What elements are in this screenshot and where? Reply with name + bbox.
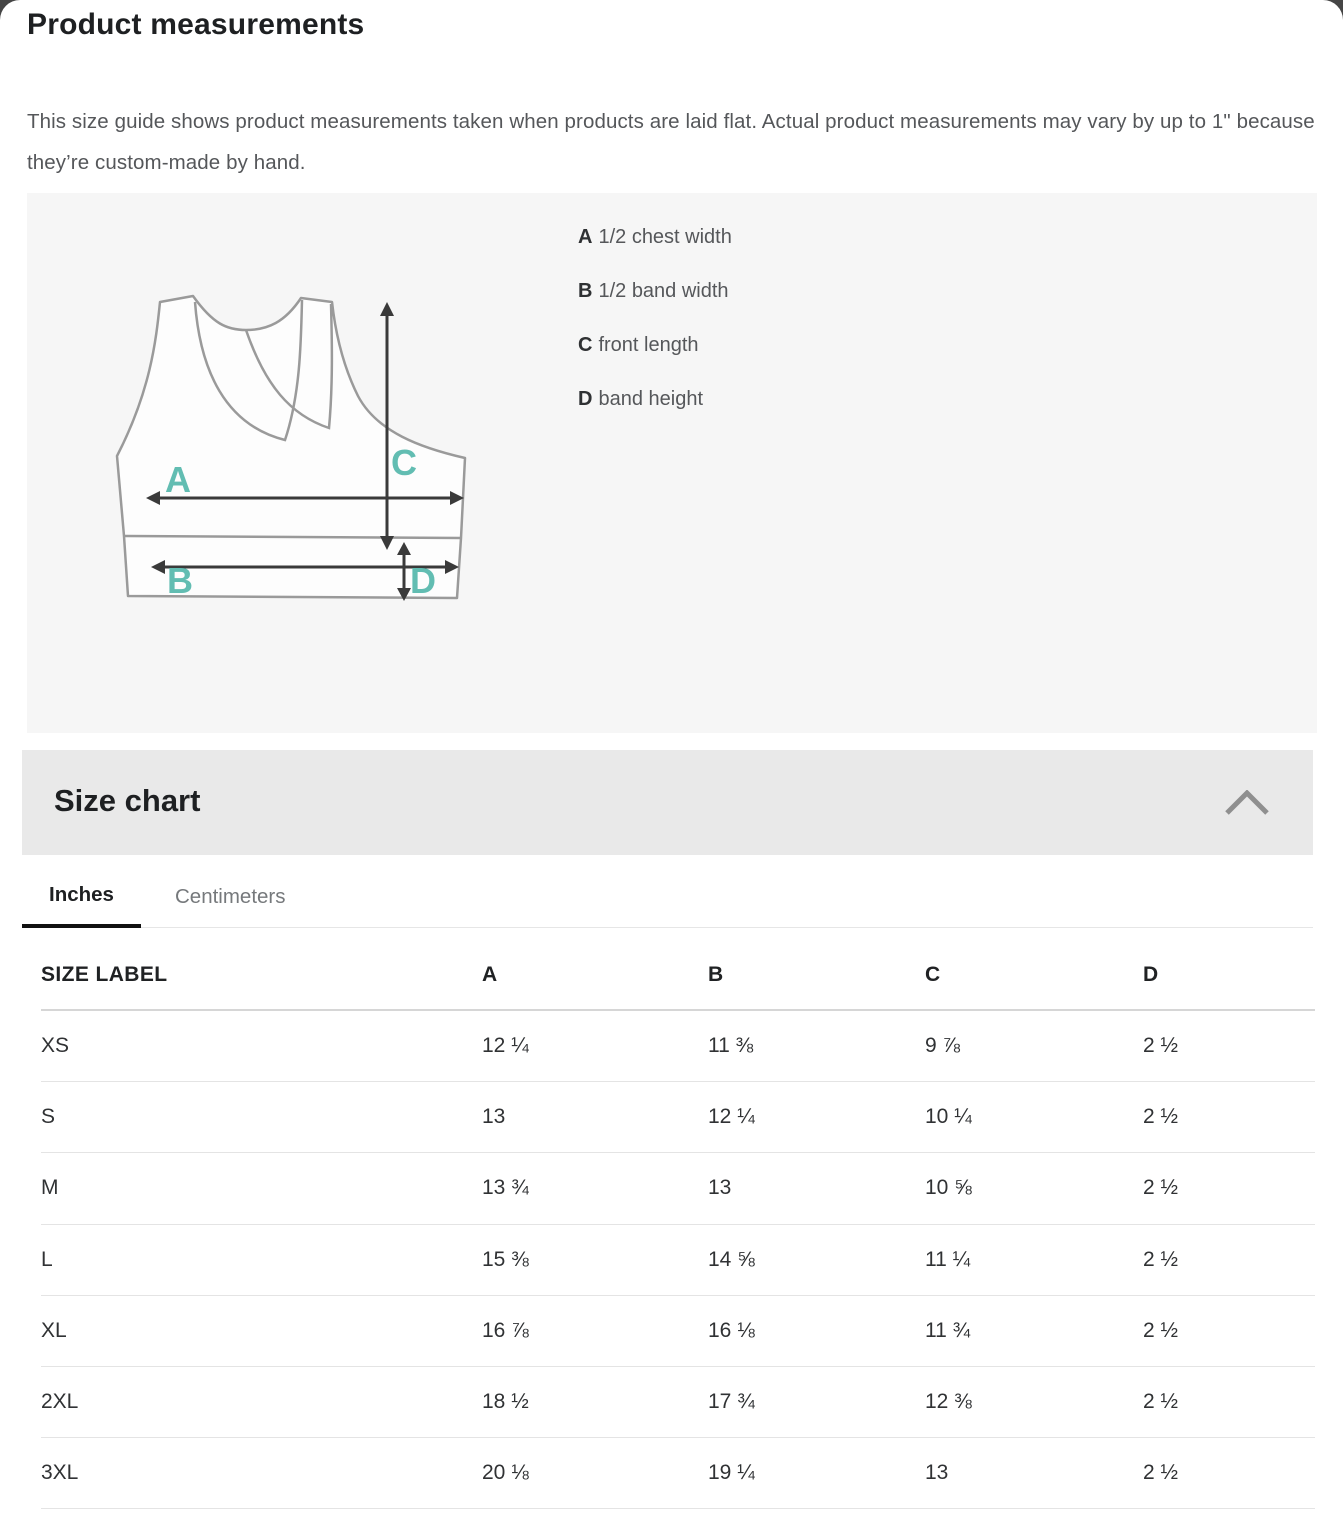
legend-key-c: C xyxy=(578,334,593,356)
legend-text-d: band height xyxy=(598,388,703,410)
col-header-d: D xyxy=(1143,962,1159,986)
value-a: 13 ¾ xyxy=(482,1176,529,1200)
size-label: 3XL xyxy=(41,1461,79,1485)
value-a: 12 ¼ xyxy=(482,1034,529,1058)
legend-text-b: 1/2 band width xyxy=(598,280,729,302)
value-b: 13 xyxy=(708,1176,732,1200)
value-c: 13 xyxy=(925,1461,949,1485)
measurement-diagram-panel xyxy=(27,193,1317,733)
legend-text-c: front length xyxy=(598,334,699,356)
size-label: M xyxy=(41,1176,59,1200)
legend-item-b xyxy=(578,281,732,302)
value-a: 16 ⅞ xyxy=(482,1318,529,1342)
size-chart-collapse-header[interactable] xyxy=(22,750,1313,855)
diagram-label-a: A xyxy=(165,459,191,500)
size-chart-title: Size chart xyxy=(54,783,201,818)
col-header-size-label: SIZE LABEL xyxy=(41,962,168,986)
value-c: 11 ¼ xyxy=(925,1247,971,1271)
table-header-row xyxy=(41,928,1315,1011)
measurement-legend xyxy=(578,227,732,443)
value-b: 12 ¼ xyxy=(708,1105,755,1129)
value-a: 20 ⅛ xyxy=(482,1461,529,1485)
table-row-xl xyxy=(41,1296,1315,1367)
value-d: 2 ½ xyxy=(1143,1176,1179,1200)
size-chart-table xyxy=(41,928,1315,1509)
page-title: Product measurements xyxy=(27,8,365,41)
size-label: 2XL xyxy=(41,1390,79,1414)
legend-key-d: D xyxy=(578,388,593,410)
size-label: XS xyxy=(41,1034,70,1058)
page-description: This size guide shows product measurements taken when products are laid flat. Actual product measurements may vary by up to 1" because they’re custom-made by hand. xyxy=(27,110,1315,174)
value-d: 2 ½ xyxy=(1143,1318,1179,1342)
col-header-c: C xyxy=(925,962,941,986)
col-header-b: B xyxy=(708,962,724,986)
diagram-label-b: B xyxy=(167,560,193,601)
diagram-label-d: D xyxy=(410,560,436,601)
size-label: S xyxy=(41,1105,56,1129)
value-b: 17 ¾ xyxy=(708,1390,755,1414)
value-b: 11 ⅜ xyxy=(708,1034,754,1058)
table-row-2xl xyxy=(41,1367,1315,1438)
col-header-a: A xyxy=(482,962,498,986)
legend-item-c xyxy=(578,335,732,356)
legend-key-b: B xyxy=(578,280,593,302)
table-row-m xyxy=(41,1153,1315,1224)
tab-inches[interactable]: Inches xyxy=(22,865,141,928)
value-c: 11 ¾ xyxy=(925,1318,971,1342)
value-c: 10 ⅝ xyxy=(925,1176,972,1200)
value-d: 2 ½ xyxy=(1143,1390,1179,1414)
legend-key-a: A xyxy=(578,226,593,248)
value-d: 2 ½ xyxy=(1143,1034,1179,1058)
value-d: 2 ½ xyxy=(1143,1247,1179,1271)
chevron-up-icon[interactable] xyxy=(1223,790,1271,816)
legend-text-a: 1/2 chest width xyxy=(598,226,732,248)
table-row-s xyxy=(41,1082,1315,1153)
table-row-xs xyxy=(41,1011,1315,1082)
tab-centimeters[interactable]: Centimeters xyxy=(175,884,286,908)
value-a: 15 ⅜ xyxy=(482,1247,529,1271)
value-a: 13 xyxy=(482,1105,506,1129)
size-label: XL xyxy=(41,1318,67,1342)
value-d: 2 ½ xyxy=(1143,1105,1179,1129)
value-c: 9 ⅞ xyxy=(925,1034,961,1058)
value-b: 16 ⅛ xyxy=(708,1318,755,1342)
value-c: 10 ¼ xyxy=(925,1105,972,1129)
legend-item-a xyxy=(578,227,732,248)
diagram-label-c: C xyxy=(391,442,417,483)
value-b: 19 ¼ xyxy=(708,1461,755,1485)
value-c: 12 ⅜ xyxy=(925,1390,972,1414)
legend-item-d xyxy=(578,389,732,410)
value-d: 2 ½ xyxy=(1143,1461,1179,1485)
value-b: 14 ⅝ xyxy=(708,1247,755,1271)
table-row-l xyxy=(41,1225,1315,1296)
size-label: L xyxy=(41,1247,53,1271)
sports-bra-measurement-diagram xyxy=(115,290,470,610)
value-a: 18 ½ xyxy=(482,1390,529,1414)
table-row-3xl xyxy=(41,1438,1315,1509)
unit-tabs xyxy=(22,865,1313,928)
